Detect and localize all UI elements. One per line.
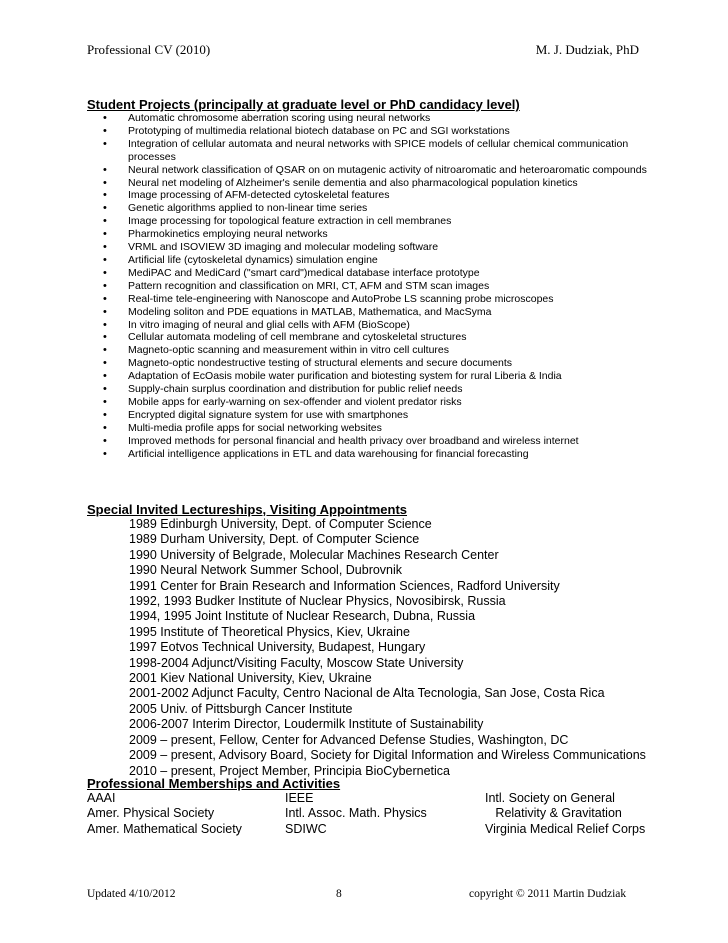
lectureship-item: 1998-2004 Adjunct/Visiting Faculty, Moscow State University <box>129 655 464 670</box>
project-list-item: • Improved methods for personal financial and health privacy over broadband and wireless internet <box>87 435 647 448</box>
project-list-item: • Integration of cellular automata and neural networks with SPICE models of cellular chemical communication processes <box>87 138 647 164</box>
membership-cell: AAAI <box>87 791 116 805</box>
student-projects-list <box>87 112 647 460</box>
project-list-item: • Multi-media profile apps for social networking websites <box>87 422 647 435</box>
membership-cell: IEEE <box>285 791 314 805</box>
membership-cell: Intl. Assoc. Math. Physics <box>285 806 427 821</box>
student-projects-heading: Student Projects (principally at graduate level or PhD candidacy level) <box>87 97 520 112</box>
membership-cell: Intl. Society on General <box>485 791 615 805</box>
project-list-item: • VRML and ISOVIEW 3D imaging and molecular modeling software <box>87 241 647 254</box>
membership-cell: Virginia Medical Relief Corps <box>485 821 646 836</box>
project-list-item: • Pattern recognition and classification on MRI, CT, AFM and STM scan images <box>87 280 647 293</box>
footer-updated-date: Updated 4/10/2012 <box>87 888 176 900</box>
lectureship-item: 1995 Institute of Theoretical Physics, Kiev, Ukraine <box>129 624 410 639</box>
membership-row <box>87 791 647 806</box>
project-list-item: • Neural net modeling of Alzheimer's senile dementia and also pharmacological population kinetics <box>87 177 647 190</box>
memberships-table <box>87 791 647 837</box>
project-list-item: • Image processing of AFM-detected cytoskeletal features <box>87 189 647 202</box>
project-list-item: • Adaptation of EcOasis mobile water purification and biotesting system for rural Liberia & India <box>87 370 647 383</box>
header-left-text: Professional CV (2010) <box>87 42 211 57</box>
project-list-item: • Cellular automata modeling of cell membrane and cytoskeletal structures <box>87 331 647 344</box>
footer-copyright: copyright © 2011 Martin Dudziak <box>469 888 627 900</box>
lectureship-item: 1997 Eotvos Technical University, Budapest, Hungary <box>129 640 426 655</box>
project-list-item: • In vitro imaging of neural and glial cells with AFM (BioScope) <box>87 319 647 332</box>
project-list-item: • Magneto-optic nondestructive testing of structural elements and secure documents <box>87 357 647 370</box>
membership-cell: Amer. Mathematical Society <box>87 821 242 836</box>
memberships-heading: Professional Memberships and Activities <box>87 776 341 791</box>
lectureship-item: 2010 – present, Project Member, Principia BioCybernetica <box>129 763 450 778</box>
project-list-item: • Image processing for topological feature extraction in cell membranes <box>87 215 647 228</box>
project-list-item: • Magneto-optic scanning and measurement within in vitro cell cultures <box>87 344 647 357</box>
lectureship-item: 1992, 1993 Budker Institute of Nuclear Physics, Novosibirsk, Russia <box>129 594 506 609</box>
project-list-item: • Genetic algorithms applied to non-linear time series <box>87 202 647 215</box>
lectureship-item: 2009 – present, Fellow, Center for Advanced Defense Studies, Washington, DC <box>129 732 569 747</box>
project-list-item: • Artificial intelligence applications in ETL and data warehousing for financial forecasting <box>87 448 647 461</box>
lectureship-item: 1994, 1995 Joint Institute of Nuclear Research, Dubna, Russia <box>129 609 476 624</box>
project-list-item: • Modeling soliton and PDE equations in MATLAB, Mathematica, and MacSyma <box>87 306 647 319</box>
project-list-item: • MediPAC and MediCard ("smart card")medical database interface prototype <box>87 267 647 280</box>
project-list-item: • Pharmokinetics employing neural networks <box>87 228 647 241</box>
project-list-item: • Automatic chromosome aberration scoring using neural networks <box>87 112 647 125</box>
lectureship-item: 2001 Kiev National University, Kiev, Ukraine <box>129 671 372 686</box>
lectureship-item: 1989 Edinburgh University, Dept. of Computer Science <box>129 517 432 531</box>
project-list-item: • Encrypted digital signature system for use with smartphones <box>87 409 647 422</box>
lectureship-item: 1989 Durham University, Dept. of Computer Science <box>129 532 420 547</box>
project-list-item: • Mobile apps for early-warning on sex-offender and violent predator risks <box>87 396 647 409</box>
lectureship-item: 2005 Univ. of Pittsburgh Cancer Institute <box>129 701 353 716</box>
project-list-item: • Supply-chain surplus coordination and distribution for public relief needs <box>87 383 647 396</box>
membership-row <box>87 822 647 837</box>
lectureship-item: 1990 University of Belgrade, Molecular Machines Research Center <box>129 547 499 562</box>
lectureship-item: 2001-2002 Adjunct Faculty, Centro Nacional de Alta Tecnologia, San Jose, Costa Rica <box>129 686 605 701</box>
page-number: 8 <box>336 888 342 900</box>
membership-cell: Amer. Physical Society <box>87 806 215 821</box>
lectureship-item: 1991 Center for Brain Research and Information Sciences, Radford University <box>129 578 560 593</box>
lectureships-heading: Special Invited Lectureships, Visiting Appointments <box>87 502 408 517</box>
project-list-item: • Artificial life (cytoskeletal dynamics) simulation engine <box>87 254 647 267</box>
header-author: M. J. Dudziak, PhD <box>535 42 639 57</box>
lectureship-item: 2006-2007 Interim Director, Loudermilk Institute of Sustainability <box>129 717 484 732</box>
lectureship-item: 1990 Neural Network Summer School, Dubrovnik <box>129 563 403 578</box>
project-list-item: • Prototyping of multimedia relational biotech database on PC and SGI workstations <box>87 125 647 138</box>
lectureship-item: 2009 – present, Advisory Board, Society for Digital Information and Wireless Communications <box>129 748 646 763</box>
page-header <box>87 42 639 58</box>
membership-cell: Relativity & Gravitation <box>485 806 622 821</box>
membership-cell: SDIWC <box>285 821 327 836</box>
lectureships-list <box>129 517 646 779</box>
membership-row <box>87 806 647 821</box>
project-list-item: • Real-time tele-engineering with Nanoscope and AutoProbe LS scanning probe microscopes <box>87 293 647 306</box>
page-footer <box>87 888 639 900</box>
project-list-item: • Neural network classification of QSAR on on mutagenic activity of nitroaromatic and heteroaromatic compounds <box>87 164 647 177</box>
